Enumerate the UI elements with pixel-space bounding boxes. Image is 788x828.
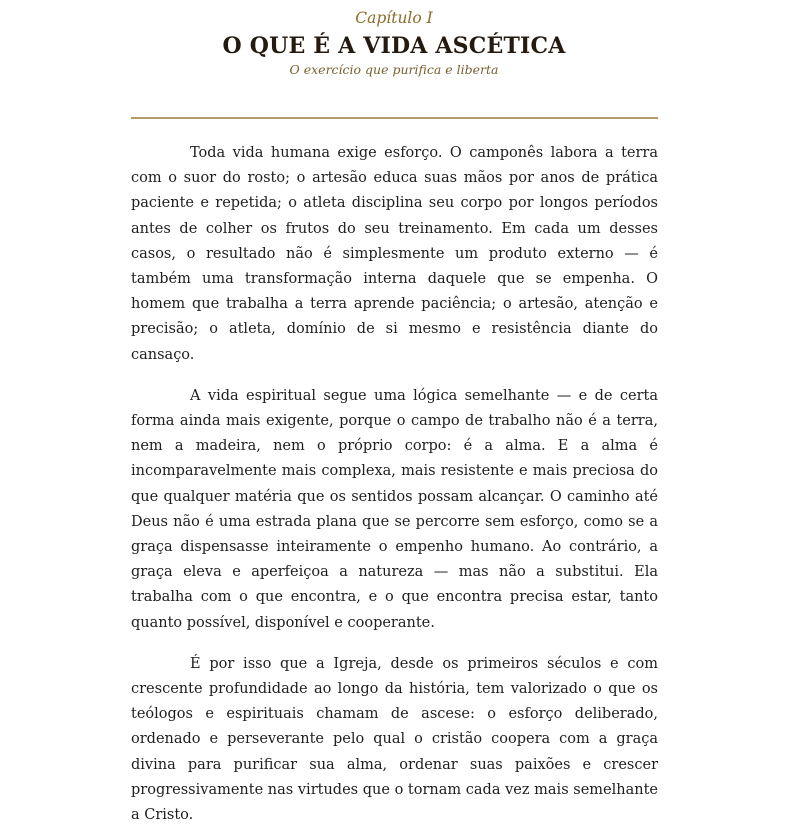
paragraph-3: É por isso que a Igreja, desde os primeiros séculos e com crescente profundidade ao longo da história, tem valorizado o que os teólogos e espirituais chamam de ascese: o esforço deliberado, ordenado e perseverante pelo qual o cristão coopera com a graça divina para purificar sua alma, ordenar suas paixões e crescer progressivamente nas virtudes que o tornam cada vez mais semelhante a Cristo. <box>131 655 658 824</box>
chapter-body <box>131 141 658 828</box>
paragraph-2: A vida espiritual segue uma lógica semelhante — e de certa forma ainda mais exigente, porque o campo de trabalho não é a terra, nem a madeira, nem o próprio corpo: é a alma. E a alma é incomparavelmente mais complexa, mais resistente e mais preciosa do que qualquer matéria que os sentidos possam alcançar. O caminho até Deus não é uma estrada plana que se percorre sem esforço, como se a graça dispensasse inteiramente o empenho humano. Ao contrário, a graça eleva e aperfeiçoa a natureza — mas não a substitui. Ela trabalha com o que encontra, e o que encontra precisa estar, tanto quanto possível, disponível e cooperante. <box>131 387 658 631</box>
header-divider <box>131 117 658 119</box>
chapter-subtitle: O exercício que purifica e liberta <box>289 62 499 77</box>
chapter-label: Capítulo I <box>355 9 433 27</box>
chapter-title: O QUE É A VIDA ASCÉTICA <box>222 33 566 59</box>
paragraph-1: Toda vida humana exige esforço. O camponês labora a terra com o suor do rosto; o artesão educa suas mãos por anos de prática paciente e repetida; o atleta disciplina seu corpo por longos períodos antes de colher os frutos do seu treinamento. Em cada um desses casos, o resultado não é simplesmente um produto externo — é também uma transformação interna daquele que se empenha. O homem que trabalha a terra aprende paciência; o artesão, atenção e precisão; o atleta, domínio de si mesmo e resistência diante do cansaço. <box>131 145 658 363</box>
